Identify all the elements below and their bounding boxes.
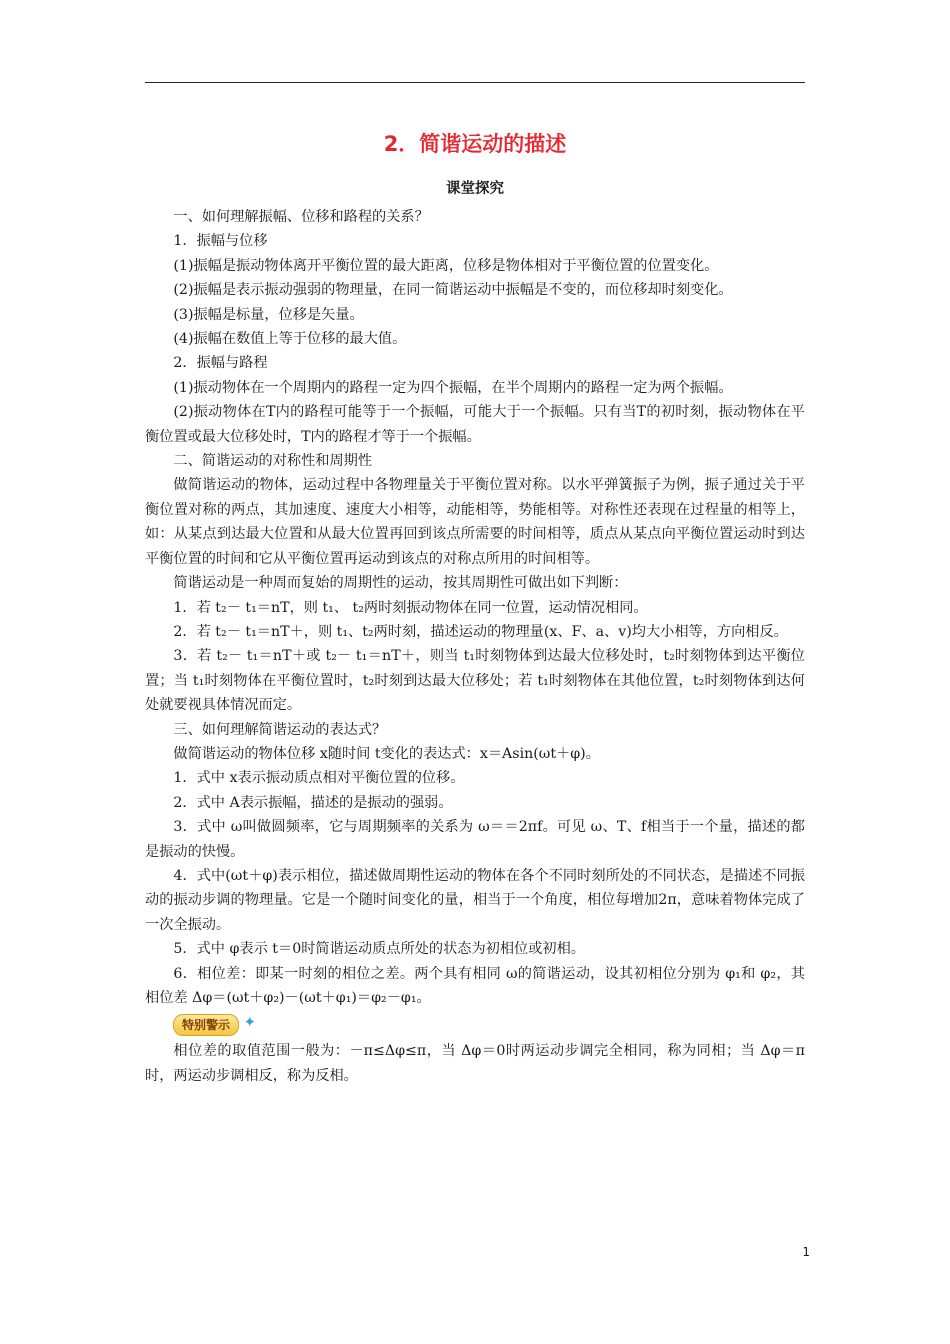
paragraph: 2．式中 A表示振幅，描述的是振动的强弱。: [173, 794, 453, 811]
header-rule: [145, 82, 805, 83]
paragraph: 5．式中 φ表示 t＝0时简谐运动质点所处的状态为初相位或初相。: [173, 941, 585, 958]
paragraph: 一、如何理解振幅、位移和路程的关系？: [173, 209, 429, 225]
paragraph: (1)振动物体在一个周期内的路程一定为四个振幅，在半个周期内的路程一定为两个振幅。: [173, 379, 733, 396]
paragraph: 1．式中 x表示振动质点相对平衡位置的位移。: [173, 770, 465, 787]
paragraph: 1．若 t₂－ t₁＝nT，则 t₁、 t₂两时刻振动物体在同一位置，运动情况相同。: [173, 599, 648, 616]
paragraph: 4．式中(ωt＋φ)表示相位，描述做周期性运动的物体在各个不同时刻所处的不同状态，是描述不同振动的振动步调的物理量。它是一个随时间变化的量，相当于一个角度，相位每增加2π，意味着物体完成了一次全振动。: [145, 867, 805, 933]
page-number: 1: [802, 1245, 810, 1259]
special-warning-badge: [173, 1013, 257, 1036]
paragraph: 3．若 t₂－ t₁＝nT＋或 t₂－ t₁＝nT＋，则当 t₁时刻物体到达最大位移处时，t₂时刻物体到达平衡位置；当 t₁时刻物体在平衡位置时，t₂时刻到达最大位移处；若 t₁时刻物体在其他位置，t₂时刻物体到达何处就要视具体情况而定。: [145, 648, 805, 714]
badge-label: 特别警示: [182, 1018, 231, 1033]
paragraph: 6．相位差：即某一时刻的相位之差。两个具有相同 ω的简谐运动，设其初相位分别为 φ₁和 φ₂，其相位差 Δφ＝(ωt＋φ₂)－(ωt＋φ₁)＝φ₂－φ₁。: [145, 965, 805, 1006]
note-paragraph: 相位差的取值范围一般为：－π≤Δφ≤π，当 Δφ＝0时两运动步调完全相同，称为同相；当 Δφ＝π时，两运动步调相反，称为反相。: [145, 1043, 805, 1084]
sparkle-icon: ✦: [243, 1013, 257, 1032]
paragraph: (1)振幅是振动物体离开平衡位置的最大距离，位移是物体相对于平衡位置的位置变化。: [173, 257, 719, 274]
paragraph: (2)振动物体在T内的路程可能等于一个振幅，可能大于一个振幅。只有当T的初时刻，振动物体在平衡位置或最大位移处时，T内的路程才等于一个振幅。: [145, 404, 805, 445]
paragraph: 2．振幅与路程: [173, 355, 268, 372]
paragraph: 三、如何理解简谐运动的表达式？: [173, 721, 387, 738]
paragraph: 做简谐运动的物体，运动过程中各物理量关于平衡位置对称。以水平弹簧振子为例，振子通过关于平衡位置对称的两点，其加速度、速度大小相等，动能相等，势能相等。对称性还表现在过程量的相等上，如：从某点到达最大位置和从最大位置再回到该点所需要的时间相等，质点从某点向平衡位置运动时到达平衡位置的时间和它从平衡位置再运动到该点的对称点所用的时间相等。: [145, 477, 805, 567]
paragraph: 二、简谐运动的对称性和周期性: [173, 453, 373, 470]
paragraph: (4)振幅在数值上等于位移的最大值。: [173, 331, 407, 348]
paragraph: (2)振幅是表示振动强弱的物理量，在同一简谐运动中振幅是不变的，而位移却时刻变化。: [173, 282, 733, 299]
paragraph: 3．式中 ω叫做圆频率，它与周期频率的关系为 ω＝＝2πf。可见 ω、T、f相当于一个量，描述的都是振动的快慢。: [145, 819, 805, 860]
section-title: 课堂探究: [446, 181, 504, 197]
paragraph: (3)振幅是标量，位移是矢量。: [173, 306, 364, 323]
paragraph: 做简谐运动的物体位移 x随时间 t变化的表达式：x＝Asin(ωt＋φ)。: [173, 745, 600, 762]
paragraph: 2．若 t₂－ t₁＝nT＋，则 t₁、t₂两时刻，描述运动的物理量(x、F、a、v)均大小相等，方向相反。: [173, 623, 788, 640]
paragraph: 1．振幅与位移: [173, 233, 268, 250]
paragraph: 简谐运动是一种周而复始的周期性的运动，按其周期性可做出如下判断：: [173, 575, 628, 592]
document-body: [145, 205, 805, 1088]
document-title: 2．简谐运动的描述: [383, 132, 567, 156]
